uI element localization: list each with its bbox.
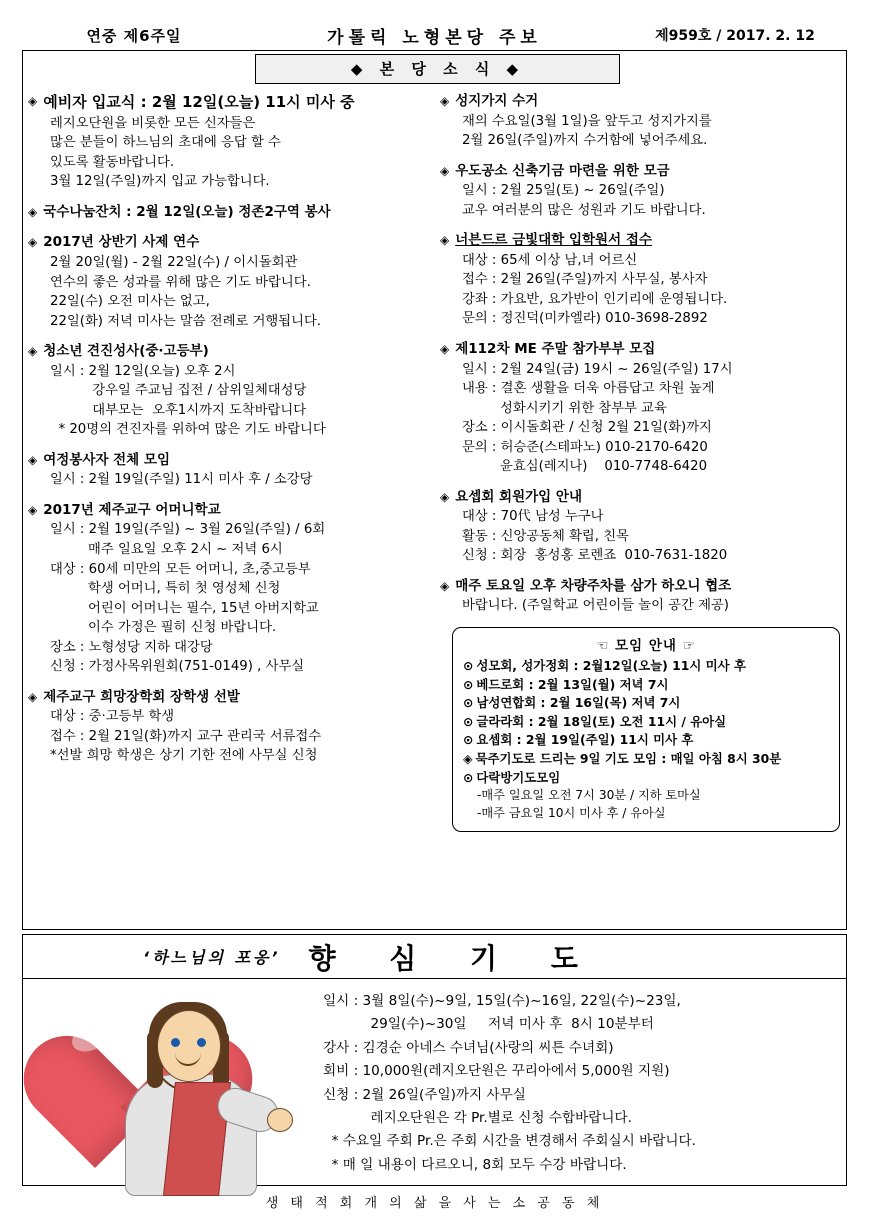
eye-left <box>171 1038 180 1047</box>
meeting-subitem: -매주 일요일 오전 7시 30분 / 지하 토마실 <box>477 788 701 803</box>
feature-line: 회비 : 10,000원(레지오단원은 꾸리아에서 5,000원 지원) <box>323 1063 670 1080</box>
announcement-line: 바랍니다. (주일학교 어린이들 놀이 공간 제공) <box>462 598 729 614</box>
announcement-heading <box>28 688 428 708</box>
feature-line: 신청 : 2월 26일(주일)까지 사무실 <box>323 1086 526 1103</box>
masthead-title: 가톨릭 노형본당 주보 <box>327 27 542 48</box>
announcement-title: 우도공소 신축기금 마련을 위한 모금 <box>455 162 670 179</box>
feature-quote: ‘하느님의 포옹’ <box>143 948 281 967</box>
diamond-bullet-icon: ◈ <box>440 163 450 178</box>
feature-line: 강사 : 김경순 아네스 수녀님(사랑의 씨튼 수녀회) <box>323 1039 614 1056</box>
announcement-line: 일시 : 2월 12일(오늘) 오후 2시 <box>50 363 236 379</box>
feature-line: * 수요일 주회 Pr.은 주회 시간을 변경해서 주회실시 바랍니다. <box>323 1133 696 1150</box>
announcement-line: 2월 20일(월) - 2월 22일(수) / 이시돌회관 <box>50 255 298 270</box>
circle-bullet-icon: ⊙ <box>463 695 474 711</box>
announcement-title: 2017년 상반기 사제 연수 <box>43 234 200 251</box>
announcement-line: 많은 분들이 하느님의 초대에 응답 할 수 <box>50 135 281 151</box>
announcement-line: 일시 : 2월 19일(주일) ~ 3월 26일(주일) / 6회 <box>50 522 326 538</box>
circle-bullet-icon: ⊙ <box>463 769 474 785</box>
meeting-item-text: 다락방기도모임 <box>476 769 561 785</box>
announcement-body <box>28 520 428 676</box>
announcement-title: 국수나눔잔치 : 2월 12일(오늘) 정존2구역 봉사 <box>43 203 331 220</box>
meeting-item-text: 남성연합회 : 2월 16일(목) 저녁 7시 <box>476 695 681 711</box>
meeting-item <box>463 694 829 713</box>
announcement-body <box>440 181 840 220</box>
announcement-line: 대상 : 70代 남성 누구나 <box>462 509 604 525</box>
diamond-bullet-icon: ◈ <box>440 489 450 504</box>
announcement-line: 3월 12일(주일)까지 입교 가능합니다. <box>50 174 270 190</box>
announcement-title: 성지가지 수거 <box>455 93 539 109</box>
face-shape <box>157 1010 221 1082</box>
announcement-line: 2월 26일(주일)까지 수거함에 넣어주세요. <box>462 133 708 149</box>
announcement-line: *선발 희망 학생은 상기 기한 전에 사무실 신청 <box>50 748 318 764</box>
announcement-line: 이수 가정은 필히 신청 바랍니다. <box>50 620 277 636</box>
announcement-line: 22일(화) 저녁 미사는 말씀 전례로 거행됩니다. <box>50 313 322 329</box>
announcement-item <box>440 488 840 566</box>
announcement-heading <box>28 342 428 362</box>
feature-line: * 매 일 내용이 다르오니, 8회 모두 수강 바랍니다. <box>323 1156 627 1173</box>
announcement-item <box>28 451 428 490</box>
feature-body <box>23 980 846 1186</box>
announcement-body <box>440 507 840 566</box>
announcement-body <box>28 707 428 766</box>
announcement-heading <box>440 231 840 251</box>
diamond-bullet-icon: ◈ <box>28 235 38 250</box>
circle-bullet-icon: ⊙ <box>463 676 474 692</box>
announcement-line: 장소 : 이시돌회관 / 신청 2월 21일(화)까지 <box>462 420 712 436</box>
announcement-line: 강좌 : 가요반, 요가반이 인기리에 운영됩니다. <box>462 291 728 307</box>
diamond-bullet-icon: ◈ <box>28 344 38 359</box>
announcement-item <box>28 203 428 223</box>
announcement-heading <box>440 488 840 508</box>
hand-shape <box>267 1108 293 1132</box>
diamond-bullet-icon: ◈ <box>440 233 450 248</box>
feature-title-bar <box>23 935 846 979</box>
announcement-body <box>440 112 840 151</box>
announcement-line: 윤효심(레지나) 010-7748-6420 <box>462 459 708 475</box>
announcement-line: 연수의 좋은 성과를 위해 많은 기도 바랍니다. <box>50 274 311 290</box>
announcement-line: 문의 : 허승준(스테파노) 010-2170-6420 <box>462 439 708 455</box>
announcement-line: 신청 : 가정사목위원회(751-0149) , 사무실 <box>50 659 305 675</box>
eye-right <box>197 1038 206 1047</box>
meeting-item <box>463 769 829 788</box>
announcement-title: 여정봉사자 전체 모임 <box>43 451 171 468</box>
announcement-body <box>28 253 428 331</box>
announcement-title: 예비자 입교식 : 2월 12일(오늘) 11시 미사 중 <box>43 93 355 111</box>
announcement-line: 활동 : 신앙공동체 확립, 친목 <box>462 528 629 544</box>
meeting-item <box>463 657 829 676</box>
meeting-item <box>463 676 829 695</box>
meeting-item <box>463 713 829 732</box>
announcement-line: 일시 : 2월 19일(주일) 11시 미사 후 / 소강당 <box>50 472 313 488</box>
announcement-body <box>28 114 428 192</box>
announcement-line: 대상 : 60세 미만의 모든 어머니, 초,중고등부 <box>50 561 311 577</box>
announcement-title: 너븐드르 금빛대학 입학원서 접수 <box>455 232 652 249</box>
diamond-bullet-icon: ◈ <box>28 204 38 219</box>
announcement-line: 매주 일요일 오후 2시 ~ 저녁 6시 <box>50 542 283 557</box>
announcement-item <box>440 340 840 477</box>
announcement-line: 교우 여러분의 많은 성원과 기도 바랍니다. <box>462 202 706 218</box>
diamond-bullet-icon: ◈ <box>463 750 473 766</box>
announcement-heading <box>28 233 428 253</box>
meeting-item-text: 요셉회 : 2월 19일(주일) 11시 미사 후 <box>476 732 694 748</box>
announcement-item <box>440 577 840 616</box>
meeting-box-title: ☜ 모임 안내 ☞ <box>596 637 696 654</box>
announcement-line: 신청 : 회장 홍성홍 로렌죠 010-7631-1820 <box>462 548 728 564</box>
masthead-left: 연중 제6주일 <box>86 26 182 45</box>
announcement-heading <box>440 340 840 360</box>
masthead <box>24 22 845 48</box>
masthead-issue: 제959호 / 2017. 2. 12 <box>655 28 815 44</box>
announcement-heading <box>28 451 428 471</box>
jesus-heart-illustration <box>41 998 301 1178</box>
announcement-line: 대상 : 중·고등부 학생 <box>50 709 175 725</box>
announcement-line: 일시 : 2월 25일(토) ~ 26일(주일) <box>462 183 665 199</box>
circle-bullet-icon: ⊙ <box>463 713 474 729</box>
feature-line: 일시 : 3월 8일(수)~9일, 15일(수)~16일, 22일(수)~23일, <box>323 993 681 1009</box>
announcement-line: 강우일 주교님 집전 / 삼위일체대성당 <box>50 383 307 399</box>
diamond-bullet-icon: ◈ <box>440 341 450 356</box>
meeting-item-text: 베드로회 : 2월 13일(월) 저녁 7시 <box>476 676 669 692</box>
meeting-subitem: -매주 금요일 10시 미사 후 / 유아실 <box>477 805 666 820</box>
jesus-figure <box>119 1004 289 1194</box>
announcement-body <box>28 362 428 440</box>
announcements-columns <box>26 92 843 922</box>
diamond-bullet-icon: ◈ <box>28 452 38 467</box>
announcement-heading <box>440 162 840 182</box>
announcement-line: 재의 수요일(3월 1일)을 앞두고 성지가지를 <box>462 113 712 129</box>
announcement-body <box>440 596 840 616</box>
meeting-item-text: 성모회, 성가정회 : 2월12일(오늘) 11시 미사 후 <box>476 657 746 673</box>
announcement-body <box>440 360 840 477</box>
announcement-item <box>440 162 840 221</box>
feature-text <box>323 990 838 1177</box>
announcement-title: 요셉회 회원가입 안내 <box>455 488 583 505</box>
announcement-item <box>28 233 428 331</box>
meeting-info-box <box>452 627 840 832</box>
announcement-line: 대부모는 오후1시까지 도착바랍니다 <box>50 402 307 418</box>
announcement-line: 있도록 활동바랍니다. <box>50 154 175 170</box>
meeting-item-text: 묵주기도로 드리는 9일 기도 모임 : 매일 아침 8시 30분 <box>475 750 782 766</box>
meeting-item-text: 글라라회 : 2월 18일(토) 오전 11시 / 유아실 <box>476 713 727 729</box>
left-column <box>26 92 430 922</box>
right-column <box>438 92 842 922</box>
announcement-line: 성화시키기 위한 참부부 교육 <box>462 400 667 416</box>
feature-line: 레지오단원은 각 Pr.별로 신청 수합바랍니다. <box>323 1109 632 1126</box>
circle-bullet-icon: ⊙ <box>463 732 474 748</box>
announcement-heading <box>440 577 840 597</box>
announcement-item <box>28 92 428 192</box>
announcement-line: 어린이 어머니는 필수, 15년 아버지학교 <box>50 600 319 616</box>
meeting-item <box>463 750 829 769</box>
announcement-item <box>440 231 840 329</box>
announcement-line: 접수 : 2월 26일(주일)까지 사무실, 봉사자 <box>462 272 708 288</box>
announcement-item <box>28 342 428 440</box>
circle-bullet-icon: ⊙ <box>463 657 474 673</box>
meeting-item <box>463 731 829 750</box>
announcement-heading <box>28 92 428 114</box>
announcement-line: 대상 : 65세 이상 남,녀 어르신 <box>462 252 638 268</box>
announcement-line: 일시 : 2월 24일(금) 19시 ~ 26일(주일) 17시 <box>462 361 733 377</box>
announcement-item <box>28 688 428 766</box>
announcement-line: 접수 : 2월 21일(화)까지 교구 관리국 서류접수 <box>50 728 322 744</box>
announcement-title: 2017년 제주교구 어머니학교 <box>43 501 221 518</box>
announcement-line: 내용 : 결혼 생활을 더욱 아름답고 차원 높게 <box>462 381 715 397</box>
announcement-item <box>440 92 840 151</box>
announcement-body <box>440 251 840 329</box>
diamond-bullet-icon: ◈ <box>28 689 38 704</box>
feature-section <box>22 934 847 1186</box>
diamond-bullet-icon: ◈ <box>440 578 450 593</box>
announcement-body <box>28 470 428 490</box>
announcement-heading <box>28 501 428 521</box>
announcement-heading <box>440 92 840 112</box>
announcement-heading <box>28 203 428 223</box>
diamond-bullet-icon: ◈ <box>28 502 38 517</box>
feature-line: 29일(수)~30일 저녁 미사 후 8시 10분부터 <box>323 1016 654 1033</box>
announcements-banner: ◆ 본 당 소 식 ◆ <box>255 54 620 84</box>
announcement-title: 제주교구 희망장학회 장학생 선발 <box>43 688 240 705</box>
page-footer: 생 태 적 회 개 의 삶 을 사 는 소 공 동 체 <box>265 1196 604 1211</box>
announcement-item <box>28 501 428 677</box>
announcement-line: 장소 : 노형성당 지하 대강당 <box>50 639 213 655</box>
feature-title: 향 심 기 도 <box>308 941 600 975</box>
announcement-title: 청소년 견진성사(중·고등부) <box>43 343 209 360</box>
diamond-bullet-icon: ◈ <box>28 94 38 108</box>
announcement-line: 레지오단원을 비롯한 모든 신자들은 <box>50 115 256 131</box>
announcement-title: 제112차 ME 주말 참가부부 모집 <box>455 340 656 357</box>
announcement-title: 매주 토요일 오후 차량주차를 삼가 하오니 협조 <box>455 577 732 594</box>
announcement-line: 문의 : 정진덕(미카엘라) 010-3698-2892 <box>462 311 708 327</box>
announcement-line: 22일(수) 오전 미사는 없고, <box>50 294 210 310</box>
diamond-bullet-icon: ◈ <box>440 94 450 108</box>
announcement-line: 학생 어머니, 특히 첫 영성체 신청 <box>50 581 281 597</box>
announcement-line: * 20명의 견진자를 위하여 많은 기도 바랍니다 <box>50 422 326 438</box>
